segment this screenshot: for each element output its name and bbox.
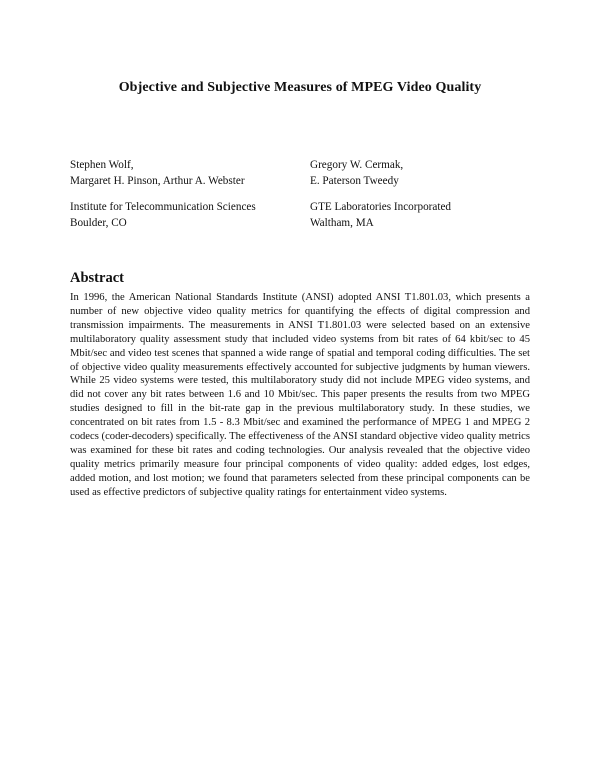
affiliation-left	[70, 199, 256, 231]
authors-left	[70, 157, 245, 189]
author-names-left-line1: Stephen Wolf,	[70, 159, 134, 171]
abstract-heading: Abstract	[70, 270, 124, 286]
author-names-right-line2: E. Paterson Tweedy	[310, 175, 399, 187]
authors-right	[310, 157, 403, 189]
affiliation-right-line1: GTE Laboratories Incorporated	[310, 201, 452, 213]
affiliation-right	[310, 199, 451, 231]
paper-title: Objective and Subjective Measures of MPEG Video Quality	[118, 80, 482, 95]
affiliation-left-line2: Boulder, CO	[70, 217, 127, 229]
affiliation-left-line1: Institute for Telecommunication Sciences	[70, 201, 256, 213]
affiliation-right-line2: Waltham, MA	[310, 217, 374, 229]
author-names-left-line2: Margaret H. Pinson, Arthur A. Webster	[70, 175, 245, 187]
abstract-body: In 1996, the American National Standards Institute (ANSI) adopted ANSI T1.801.03, which presents a number of new objective video quality metrics for quantifying the effects of digital compression and transmission impairments. The measurements in ANSI T1.801.03 were selected based on an extensive multilaboratory quality assessment study that included video systems from bit rates of 64 kbit/sec to 45 Mbit/sec and video test scenes that spanned a wide range of spatial and temporal coding difficulties. The set of objective video quality measurements effectively accounted for subjective judgments by human viewers. While 25 video systems were tested, this multilaboratory study did not include MPEG video systems, and did not cover any bit rates between 1.6 and 10 Mbit/sec. This paper presents the results from two MPEG studies designed to fill in the bit-rate gap in the previous multilaboratory study. In these studies, we concentrated on bit rates from 1.5 - 8.3 Mbit/sec and examined the performance of MPEG 1 and MPEG 2 codecs (coder-decoders) specifically. The effectiveness of the ANSI standard objective video quality metrics was examined for these bit rates and coding technologies. Our analysis revealed that the objective video quality metrics primarily measure four principal components of video quality: added edges, lost edges, added motion, and lost motion; we found that parameters selected from these principal components can be used as effective predictors of subjective quality ratings for entertainment video systems.	[70, 292, 530, 498]
author-names-right-line1: Gregory W. Cermak,	[310, 159, 404, 171]
